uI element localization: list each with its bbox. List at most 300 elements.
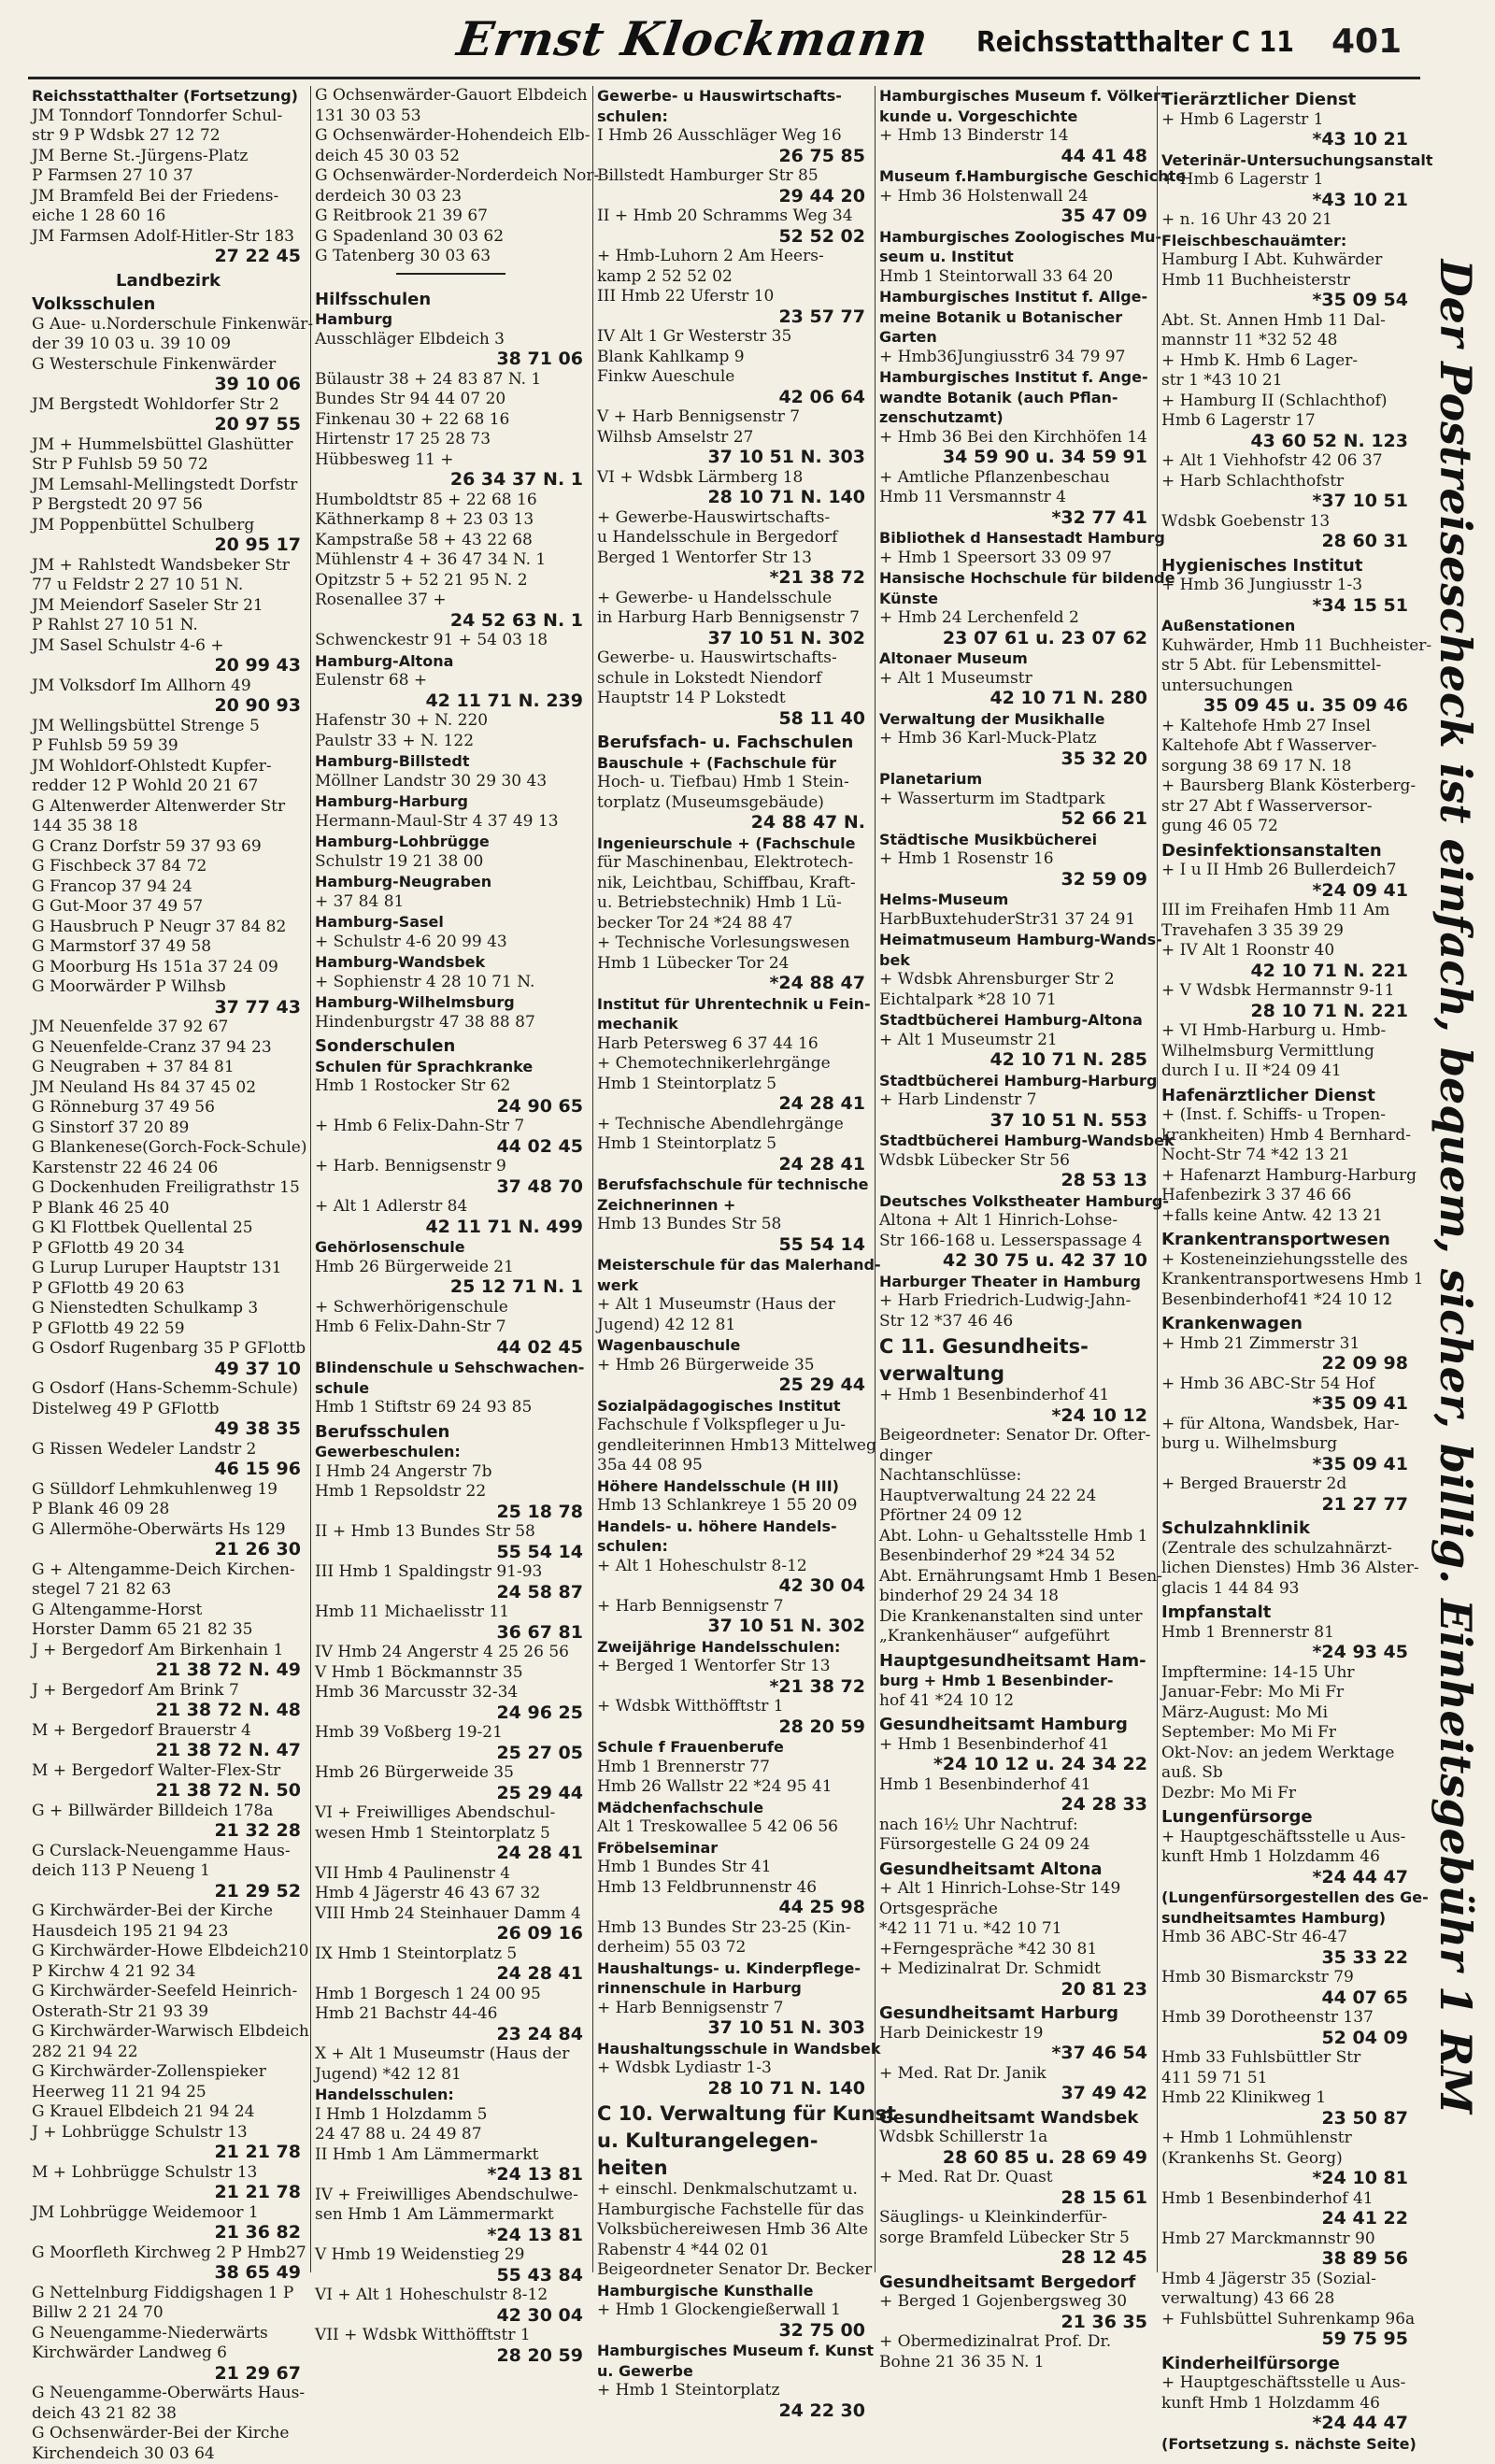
directory-line: G Kirchwärder-Zollenspieker xyxy=(32,2062,305,2083)
directory-line: sundheitsamtes Hamburg) xyxy=(1161,1908,1412,1929)
directory-line: untersuchungen xyxy=(1161,677,1412,697)
directory-line: Distelweg 49 P GFlottb xyxy=(32,1400,305,1420)
directory-line: Gesundheitsamt Hamburg xyxy=(879,1715,1151,1735)
directory-line: IX Hmb 1 Steintorplatz 5 xyxy=(315,1944,587,1965)
directory-line: *37 10 51 xyxy=(1161,491,1412,512)
directory-line: HarbBuxtehuderStr31 37 24 91 xyxy=(879,910,1151,931)
directory-line: Osterath-Str 21 93 39 xyxy=(32,2002,305,2023)
directory-line: kunft Hmb 1 Holzdamm 46 xyxy=(1161,1847,1412,1868)
directory-line: str 1 *43 10 21 xyxy=(1161,371,1412,392)
directory-line: *43 10 21 xyxy=(1161,191,1412,211)
directory-line: G Francop 37 94 24 xyxy=(32,877,305,898)
directory-line: 24 52 63 N. 1 xyxy=(315,611,587,632)
directory-line: + Alt 1 Adlerstr 84 xyxy=(315,1197,587,1218)
directory-line: 20 81 23 xyxy=(879,1980,1151,2001)
directory-line: Wilhelmsburg Vermittlung xyxy=(1161,1042,1412,1062)
directory-line: Alt 1 Treskowallee 5 42 06 56 xyxy=(597,1817,869,1838)
directory-line: Hoch- u. Tiefbau) Hmb 1 Stein- xyxy=(597,773,869,793)
directory-line: + Hmb 26 Bürgerweide 35 xyxy=(597,1356,869,1376)
directory-line: Paulstr 33 + N. 122 xyxy=(315,732,587,752)
directory-line: 43 60 52 N. 123 xyxy=(1161,432,1412,452)
directory-line: + Hmb 1 Besenbinderhof 41 xyxy=(879,1386,1151,1406)
directory-line: 59 75 95 xyxy=(1161,2329,1412,2350)
directory-line: 23 07 61 u. 23 07 62 xyxy=(879,629,1151,649)
column-rule xyxy=(396,273,505,284)
directory-line: Hmb 36 ABC-Str 46-47 xyxy=(1161,1928,1412,1948)
directory-line: + Hmb-Luhorn 2 Am Heers- xyxy=(597,247,869,267)
directory-line: 28 10 71 N. 221 xyxy=(1161,1002,1412,1022)
directory-line: G Blankenese(Gorch-Fock-Schule) xyxy=(32,1138,305,1159)
directory-line: Hmb 1 Bundes Str 41 xyxy=(597,1858,869,1878)
directory-line: 28 60 85 u. 28 69 49 xyxy=(879,2148,1151,2169)
directory-line: G Ochsenwärder-Gauort Elbdeich xyxy=(315,86,587,107)
directory-line: 35 32 20 xyxy=(879,749,1151,770)
directory-columns xyxy=(28,86,1416,2272)
directory-line: + Harb Bennigsenstr 7 xyxy=(597,1999,869,2019)
directory-line: 282 21 94 22 xyxy=(32,2043,305,2063)
directory-line: Dezbr: Mo Mi Fr xyxy=(1161,1784,1412,1804)
directory-line: J + Lohbrügge Schulstr 13 xyxy=(32,2123,305,2144)
directory-line: 46 15 96 xyxy=(32,1460,305,1480)
directory-line: Institut für Uhrentechnik u Fein- xyxy=(597,994,869,1015)
directory-line: G Spadenland 30 03 62 xyxy=(315,227,587,248)
directory-line: *24 13 81 xyxy=(315,2226,587,2246)
directory-line: P Bergstedt 20 97 56 xyxy=(32,495,305,516)
directory-line: P Rahlst 27 10 51 N. xyxy=(32,616,305,636)
directory-line: 21 21 78 xyxy=(32,2143,305,2163)
directory-line: G Kl Flottbek Quellental 25 xyxy=(32,1218,305,1239)
publisher-logo: Ernst Klockmann xyxy=(454,11,933,66)
directory-line: 20 97 55 xyxy=(32,415,305,435)
directory-line: Hamburg-Lohbrügge xyxy=(315,832,587,852)
directory-line: *42 11 71 u. *42 10 71 xyxy=(879,1919,1151,1940)
directory-line: G Osdorf (Hans-Schemm-Schule) xyxy=(32,1379,305,1400)
directory-line: + Hmb 1 Besenbinderhof 41 xyxy=(879,1735,1151,1756)
directory-line: Hygienisches Institut xyxy=(1161,556,1412,577)
directory-line: Beigeordneter: Senator Dr. Ofter- xyxy=(879,1426,1151,1446)
directory-line: Deutsches Volkstheater Hamburg- xyxy=(879,1191,1151,1212)
directory-line: P Kirchw 4 21 92 34 xyxy=(32,1962,305,1983)
directory-line: Hmb 1 Steintorplatz 5 xyxy=(597,1134,869,1155)
directory-line: G Altengamme-Horst xyxy=(32,1601,305,1621)
directory-line: + Hmb 1 Glockengießerwall 1 xyxy=(597,2300,869,2321)
directory-line: der 39 10 03 u. 39 10 09 xyxy=(32,335,305,355)
directory-line: 21 32 28 xyxy=(32,1821,305,1842)
directory-line: G Moorfleth Kirchweg 2 P Hmb27 xyxy=(32,2243,305,2264)
directory-line: Hmb 33 Fuhlsbüttler Str xyxy=(1161,2048,1412,2069)
directory-line: 52 52 02 xyxy=(597,227,869,248)
directory-line: auß. Sb xyxy=(1161,1763,1412,1784)
directory-line: 55 54 14 xyxy=(597,1235,869,1256)
column-5 xyxy=(1157,86,1416,2272)
directory-line: *35 09 41 xyxy=(1161,1455,1412,1475)
directory-line: J + Bergedorf Am Brink 7 xyxy=(32,1681,305,1702)
directory-line: + Technische Vorlesungswesen xyxy=(597,933,869,954)
directory-line: G + Billwärder Billdeich 178a xyxy=(32,1802,305,1822)
directory-line: VII Hmb 4 Paulinenstr 4 xyxy=(315,1864,587,1885)
directory-line: Kuhwärder, Hmb 11 Buchheister- xyxy=(1161,636,1412,657)
directory-line: stegel 7 21 82 63 xyxy=(32,1580,305,1601)
directory-line: Hamburgisches Institut f. Ange- xyxy=(879,367,1151,388)
directory-line: derheim) 55 03 72 xyxy=(597,1938,869,1958)
directory-line: Hmb 1 Steintorwall 33 64 20 xyxy=(879,267,1151,288)
directory-line: 25 12 71 N. 1 xyxy=(315,1277,587,1298)
directory-line: G Aue- u.Norderschule Finkenwär- xyxy=(32,315,305,335)
directory-line: + Wdsbk Lydiastr 1-3 xyxy=(597,2058,869,2079)
directory-line: Januar-Febr: Mo Mi Fr xyxy=(1161,1683,1412,1703)
directory-line: *24 13 81 xyxy=(315,2165,587,2186)
directory-line: G Neuengamme-Oberwärts Haus- xyxy=(32,2384,305,2404)
directory-line: JM + Hummelsbüttel Glashütter xyxy=(32,435,305,456)
directory-line: I Hmb 26 Ausschläger Weg 16 xyxy=(597,126,869,147)
directory-line: Travehafen 3 35 39 29 xyxy=(1161,921,1412,942)
directory-line: Sozialpädagogisches Institut xyxy=(597,1396,869,1417)
column-3 xyxy=(592,86,873,2272)
directory-line: 77 u Feldstr 2 27 10 51 N. xyxy=(32,576,305,596)
directory-line: 42 11 71 N. 499 xyxy=(315,1218,587,1238)
directory-line: Fleischbeschauämter: xyxy=(1161,231,1412,251)
directory-line: Finkw Aueschule xyxy=(597,367,869,388)
directory-line: JM Neuland Hs 84 37 45 02 xyxy=(32,1078,305,1099)
directory-line: *24 88 47 xyxy=(597,974,869,994)
directory-line: Schulstr 19 21 38 00 xyxy=(315,852,587,873)
directory-line: + Kaltehofe Hmb 27 Insel xyxy=(1161,717,1412,737)
directory-line: 24 88 47 N. xyxy=(597,813,869,833)
directory-line: 42 30 75 u. 42 37 10 xyxy=(879,1251,1151,1272)
directory-line: + Gewerbe-Hauswirtschafts- xyxy=(597,508,869,529)
directory-line: Säuglings- u Kleinkinderfür- xyxy=(879,2208,1151,2229)
column-2 xyxy=(310,86,591,2272)
directory-line: schulen: xyxy=(597,1536,869,1557)
directory-line: 24 22 30 xyxy=(597,2401,869,2422)
directory-line: Außenstationen xyxy=(1161,616,1412,636)
directory-line: JM Bramfeld Bei der Friedens- xyxy=(32,187,305,207)
directory-line: + Fuhlsbüttel Suhrenkamp 96a xyxy=(1161,2310,1412,2330)
directory-line: Hamburgische Kunsthalle xyxy=(597,2281,869,2301)
directory-line: Gesundheitsamt Altona xyxy=(879,1859,1151,1880)
directory-line: Wdsbk Schillerstr 1a xyxy=(879,2128,1151,2148)
directory-line: *35 09 54 xyxy=(1161,291,1412,311)
directory-line: Haushaltungsschule in Wandsbek xyxy=(597,2039,869,2059)
directory-line: Ingenieurschule + (Fachschule xyxy=(597,833,869,854)
directory-line: Abt. Ernährungsamt Hmb 1 Besen- xyxy=(879,1567,1151,1588)
directory-line: Wagenbauschule xyxy=(597,1335,869,1356)
directory-line: C 10. Verwaltung für Kunst xyxy=(597,2102,869,2126)
directory-line: 55 43 84 xyxy=(315,2266,587,2286)
directory-line: + Alt 1 Hinrich-Lohse-Str 149 xyxy=(879,1879,1151,1900)
directory-line: 24 28 41 xyxy=(597,1155,869,1175)
directory-line: VI + Freiwilliges Abendschul- xyxy=(315,1803,587,1824)
directory-line: Stadtbücherei Hamburg-Altona xyxy=(879,1010,1151,1031)
directory-line: IV Alt 1 Gr Westerstr 35 xyxy=(597,327,869,348)
directory-line: *21 38 72 xyxy=(597,568,869,589)
directory-line: 21 36 35 xyxy=(879,2313,1151,2333)
directory-line: Wilhsb Amselstr 27 xyxy=(597,428,869,449)
directory-line: M + Bergedorf Walter-Flex-Str xyxy=(32,1761,305,1782)
directory-line: 49 37 10 xyxy=(32,1360,305,1380)
directory-line: Rosenallee 37 + xyxy=(315,591,587,611)
directory-line: nik, Leichtbau, Schiffbau, Kraft- xyxy=(597,874,869,894)
directory-line: G Neugraben + 37 84 81 xyxy=(32,1058,305,1078)
directory-line: *24 10 12 xyxy=(879,1406,1151,1427)
directory-line: + IV Alt 1 Roonstr 40 xyxy=(1161,941,1412,961)
directory-line: G Rönneburg 37 49 56 xyxy=(32,1098,305,1118)
directory-line: + Gewerbe- u Handelsschule xyxy=(597,589,869,609)
directory-line: 131 30 03 53 xyxy=(315,107,587,127)
directory-line: 28 10 71 N. 140 xyxy=(597,2079,869,2100)
directory-line: + Berged 1 Wentorfer Str 13 xyxy=(597,1657,869,1677)
directory-line: + Chemotechnikerlehrgänge xyxy=(597,1054,869,1075)
directory-line: Hmb 27 Marckmannstr 90 xyxy=(1161,2229,1412,2250)
directory-line: Hmb 4 Jägerstr 46 43 67 32 xyxy=(315,1884,587,1904)
directory-line: Schule f Frauenberufe xyxy=(597,1737,869,1758)
directory-line: Opitzstr 5 + 52 21 95 N. 2 xyxy=(315,571,587,591)
directory-line: krankheiten) Hmb 4 Bernhard- xyxy=(1161,1126,1412,1147)
directory-line: + Hmb 36 Karl-Muck-Platz xyxy=(879,729,1151,749)
directory-line: Meisterschule für das Malerhand- xyxy=(597,1255,869,1275)
directory-line: Gehörlosenschule xyxy=(315,1237,587,1258)
directory-line: + Hmb 6 Felix-Dahn-Str 7 xyxy=(315,1117,587,1137)
directory-line: Hilfsschulen xyxy=(315,290,587,310)
directory-line: JM Poppenbüttel Schulberg xyxy=(32,516,305,536)
directory-line: + Wdsbk Witthöfftstr 1 xyxy=(597,1697,869,1717)
directory-line: 28 53 13 xyxy=(879,1171,1151,1191)
directory-line: Volksbüchereiwesen Hmb 36 Alte xyxy=(597,2220,869,2241)
directory-line: P Blank 46 09 28 xyxy=(32,1500,305,1520)
directory-line: Hmb 30 Bismarckstr 79 xyxy=(1161,1968,1412,1988)
directory-line: Hmb 1 Steintorplatz 5 xyxy=(597,1075,869,1095)
directory-line: rinnenschule in Harburg xyxy=(597,1978,869,1999)
directory-line: Abt. Lohn- u Gehaltsstelle Hmb 1 xyxy=(879,1527,1151,1547)
directory-line: 42 30 04 xyxy=(315,2306,587,2327)
directory-line: Käthnerkamp 8 + 23 03 13 xyxy=(315,510,587,531)
directory-line: VI + Alt 1 Hoheschulstr 8-12 xyxy=(315,2286,587,2306)
directory-line: 44 25 98 xyxy=(597,1898,869,1918)
directory-line: J + Bergedorf Am Birkenhain 1 xyxy=(32,1641,305,1661)
directory-line: u. Gewerbe xyxy=(597,2361,869,2382)
directory-line: Pförtner 24 09 12 xyxy=(879,1506,1151,1527)
directory-line: Hmb 26 Wallstr 22 *24 95 41 xyxy=(597,1777,869,1798)
directory-line: Hamburg xyxy=(315,309,587,330)
directory-line: deich 45 30 03 52 xyxy=(315,147,587,167)
directory-line: 26 09 16 xyxy=(315,1924,587,1944)
directory-line: dinger xyxy=(879,1446,1151,1467)
directory-line: Hauptverwaltung 24 22 24 xyxy=(879,1487,1151,1507)
directory-line: 21 38 72 N. 48 xyxy=(32,1701,305,1721)
directory-line: 44 02 45 xyxy=(315,1137,587,1158)
directory-line: deich 113 P Neueng 1 xyxy=(32,1861,305,1882)
directory-line: + Alt 1 Museumstr 21 xyxy=(879,1031,1151,1051)
directory-line: Hamburgisches Zoologisches Mu- xyxy=(879,227,1151,248)
directory-line: + (Inst. f. Schiffs- u Tropen- xyxy=(1161,1105,1412,1126)
directory-line: *24 93 45 xyxy=(1161,1643,1412,1663)
directory-line: 25 18 78 xyxy=(315,1503,587,1523)
directory-line: 38 71 06 xyxy=(315,349,587,370)
directory-line: V Hmb 1 Böckmannstr 35 xyxy=(315,1663,587,1684)
directory-line: Stadtbücherei Hamburg-Wandsbek xyxy=(879,1131,1151,1151)
directory-line: VI + Wdsbk Lärmberg 18 xyxy=(597,468,869,489)
directory-line: VII + Wdsbk Witthöfftstr 1 xyxy=(315,2326,587,2346)
directory-line: Hmb 13 Feldbrunnenstr 46 xyxy=(597,1878,869,1899)
directory-line: Wdsbk Lübecker Str 56 xyxy=(879,1151,1151,1172)
directory-line: 23 50 87 xyxy=(1161,2109,1412,2129)
directory-line: + Schulstr 4-6 20 99 43 xyxy=(315,933,587,953)
directory-line: G Dockenhuden Freiligrathstr 15 xyxy=(32,1178,305,1199)
directory-line: Gesundheitsamt Harburg xyxy=(879,2003,1151,2024)
directory-line: JM Lohbrügge Weidemoor 1 xyxy=(32,2203,305,2224)
directory-line: I Hmb 24 Angerstr 7b xyxy=(315,1462,587,1483)
directory-line: P GFlottb 49 20 63 xyxy=(32,1279,305,1300)
directory-line: P Blank 46 25 40 xyxy=(32,1199,305,1219)
directory-line: +Ferngespräche *42 30 81 xyxy=(879,1940,1151,1960)
directory-line: *43 10 21 xyxy=(1161,130,1412,150)
directory-line: 35 09 45 u. 35 09 46 xyxy=(1161,696,1412,717)
directory-line: G Rissen Wedeler Landstr 2 xyxy=(32,1440,305,1460)
directory-line: Harburger Theater in Hamburg xyxy=(879,1272,1151,1292)
directory-line: meine Botanik u Botanischer xyxy=(879,307,1151,328)
directory-line: 21 27 77 xyxy=(1161,1495,1412,1516)
directory-line: 42 10 71 N. 280 xyxy=(879,689,1151,709)
directory-line: Sonderschulen xyxy=(315,1036,587,1057)
directory-line: JM Farmsen Adolf-Hitler-Str 183 xyxy=(32,227,305,248)
directory-line: 38 65 49 xyxy=(32,2263,305,2284)
directory-line: *24 44 47 xyxy=(1161,2414,1412,2434)
directory-line: G Kirchwärder-Bei der Kirche xyxy=(32,1901,305,1922)
directory-line: M + Lohbrügge Schulstr 13 xyxy=(32,2163,305,2184)
directory-line: + Berged 1 Gojenbergsweg 30 xyxy=(879,2292,1151,2313)
directory-line: str 5 Abt. für Lebensmittel- xyxy=(1161,656,1412,677)
directory-line: Kaltehofe Abt f Wasserver- xyxy=(1161,736,1412,757)
directory-line: Zeichnerinnen + xyxy=(597,1195,869,1216)
directory-line: G Neuengamme-Niederwärts xyxy=(32,2324,305,2344)
directory-line: + I u II Hmb 26 Bullerdeich7 xyxy=(1161,861,1412,881)
directory-line: G Moorburg Hs 151a 37 24 09 xyxy=(32,958,305,978)
header-rule xyxy=(28,77,1420,79)
directory-line: Helms-Museum xyxy=(879,890,1151,910)
directory-line: Harb Deinickestr 19 xyxy=(879,2024,1151,2044)
directory-line: 37 77 43 xyxy=(32,998,305,1018)
directory-line: 44 41 48 xyxy=(879,147,1151,167)
directory-line: Gesundheitsamt Bergedorf xyxy=(879,2272,1151,2293)
directory-line: sen Hmb 1 Am Lämmermarkt xyxy=(315,2205,587,2226)
directory-line: werk xyxy=(597,1275,869,1296)
directory-line: für Maschinenbau, Elektrotech- xyxy=(597,853,869,874)
directory-line: + Harb Schlachthofstr xyxy=(1161,472,1412,492)
directory-line: Veterinär-Untersuchungsanstalt xyxy=(1161,150,1412,171)
directory-line: Ortsgespräche xyxy=(879,1900,1151,1920)
directory-line: + V Wdsbk Hermannstr 9-11 xyxy=(1161,981,1412,1002)
directory-line: Hindenburgstr 47 38 88 87 xyxy=(315,1013,587,1033)
directory-line: Hauptgesundheitsamt Ham- xyxy=(879,1651,1151,1672)
directory-line: + Hmb 1 Speersort 33 09 97 xyxy=(879,548,1151,569)
directory-line: 52 66 21 xyxy=(879,809,1151,830)
directory-line: G Curslack-Neuengamme Haus- xyxy=(32,1842,305,1862)
directory-line: Hmb 4 Jägerstr 35 (Sozial- xyxy=(1161,2270,1412,2290)
directory-line: 25 29 44 xyxy=(597,1375,869,1396)
directory-line: + Hamburg II (Schlachthof) xyxy=(1161,392,1412,412)
directory-line: Hafenbezirk 3 37 46 66 xyxy=(1161,1186,1412,1206)
directory-line: 24 47 88 u. 24 49 87 xyxy=(315,2125,587,2145)
directory-line: IV Hmb 24 Angerstr 4 25 26 56 xyxy=(315,1643,587,1663)
directory-line: 37 10 51 N. 303 xyxy=(597,448,869,468)
directory-line: *37 46 54 xyxy=(879,2044,1151,2064)
directory-line: 28 12 45 xyxy=(879,2248,1151,2269)
directory-line: in Harburg Harb Bennigsenstr 7 xyxy=(597,608,869,629)
directory-line: 35 33 22 xyxy=(1161,1948,1412,1969)
directory-line: G Westerschule Finkenwärder xyxy=(32,355,305,376)
directory-line: September: Mo Mi Fr xyxy=(1161,1723,1412,1744)
directory-line: Besenbinderhof41 *24 10 12 xyxy=(1161,1290,1412,1311)
directory-line: durch I u. II *24 09 41 xyxy=(1161,1061,1412,1082)
directory-line: schule in Lokstedt Niendorf xyxy=(597,669,869,690)
directory-line: *35 09 41 xyxy=(1161,1394,1412,1415)
directory-line: Rabenstr 4 *44 02 01 xyxy=(597,2241,869,2261)
directory-line: seum u. Institut xyxy=(879,247,1151,267)
directory-line: Billw 2 21 24 70 xyxy=(32,2303,305,2324)
directory-line: JM Bergstedt Wohldorfer Str 2 xyxy=(32,395,305,416)
directory-line: *24 10 12 u. 24 34 22 xyxy=(879,1755,1151,1775)
directory-line: 37 48 70 xyxy=(315,1177,587,1198)
directory-line: kunft Hmb 1 Holzdamm 46 xyxy=(1161,2394,1412,2414)
directory-line: Hamburg-Neugraben xyxy=(315,872,587,892)
directory-line: (Zentrale des schulzahnärzt- xyxy=(1161,1539,1412,1560)
directory-line: Hmb 13 Bundes Str 58 xyxy=(597,1215,869,1235)
directory-line: Nachtanschlüsse: xyxy=(879,1466,1151,1487)
directory-line: + n. 16 Uhr 43 20 21 xyxy=(1161,210,1412,231)
directory-line: 411 59 71 51 xyxy=(1161,2069,1412,2089)
directory-line: G Nienstedten Schulkamp 3 xyxy=(32,1299,305,1319)
directory-line: 28 20 59 xyxy=(597,1717,869,1738)
directory-line: 21 38 72 N. 47 xyxy=(32,1741,305,1761)
directory-line: 42 11 71 N. 239 xyxy=(315,691,587,712)
directory-line: Hamburg-Billstedt xyxy=(315,751,587,772)
page-number: 401 xyxy=(1331,22,1402,61)
directory-line: + Obermedizinalrat Prof. Dr. xyxy=(879,2332,1151,2353)
directory-line: 24 58 87 xyxy=(315,1583,587,1603)
directory-line: Hmb 1 Repsoldstr 22 xyxy=(315,1482,587,1503)
directory-line: Volksschulen xyxy=(32,294,305,315)
directory-line: 20 95 17 xyxy=(32,535,305,556)
directory-line: G Ochsenwärder-Bei der Kirche xyxy=(32,2424,305,2444)
directory-line: 55 54 14 xyxy=(315,1543,587,1563)
directory-line: u. Betriebstechnik) Hmb 1 Lü- xyxy=(597,893,869,914)
directory-line: + Hmb 36 ABC-Str 54 Hof xyxy=(1161,1374,1412,1395)
directory-line: Hamburgisches Museum f. Kunst xyxy=(597,2341,869,2361)
directory-line: M + Bergedorf Brauerstr 4 xyxy=(32,1721,305,1742)
directory-line: Okt-Nov: an jedem Werktage xyxy=(1161,1744,1412,1764)
directory-line: JM Tonndorf Tonndorfer Schul- xyxy=(32,107,305,127)
directory-line: Hmb 6 Felix-Dahn-Str 7 xyxy=(315,1317,587,1338)
directory-line: Jugend) 42 12 81 xyxy=(597,1316,869,1336)
directory-line: Hmb 11 Buchheisterstr xyxy=(1161,271,1412,292)
directory-line: Museum f.Hamburgische Geschichte xyxy=(879,166,1151,187)
directory-line: Abt. St. Annen Hmb 11 Dal- xyxy=(1161,311,1412,332)
directory-line: 44 07 65 xyxy=(1161,1988,1412,2009)
directory-line: Landbezirk xyxy=(32,271,305,292)
directory-line: + Kosteneinziehungsstelle des xyxy=(1161,1250,1412,1271)
directory-line: Künste xyxy=(879,589,1151,609)
directory-line: 25 27 05 xyxy=(315,1744,587,1764)
column-4 xyxy=(875,86,1155,2272)
directory-line: + Wasserturm im Stadtpark xyxy=(879,790,1151,810)
directory-line: hof 41 *24 10 12 xyxy=(879,1691,1151,1712)
directory-line: G + Altengamme-Deich Kirchen- xyxy=(32,1560,305,1581)
directory-line: sorge Bramfeld Lübecker Str 5 xyxy=(879,2229,1151,2249)
directory-line: +falls keine Antw. 42 13 21 xyxy=(1161,1206,1412,1227)
directory-line: JM Lemsahl-Mellingstedt Dorfstr xyxy=(32,476,305,496)
directory-line: + Hauptgeschäftsstelle u Aus- xyxy=(1161,1828,1412,1848)
directory-line: G Krauel Elbdeich 21 94 24 xyxy=(32,2102,305,2123)
